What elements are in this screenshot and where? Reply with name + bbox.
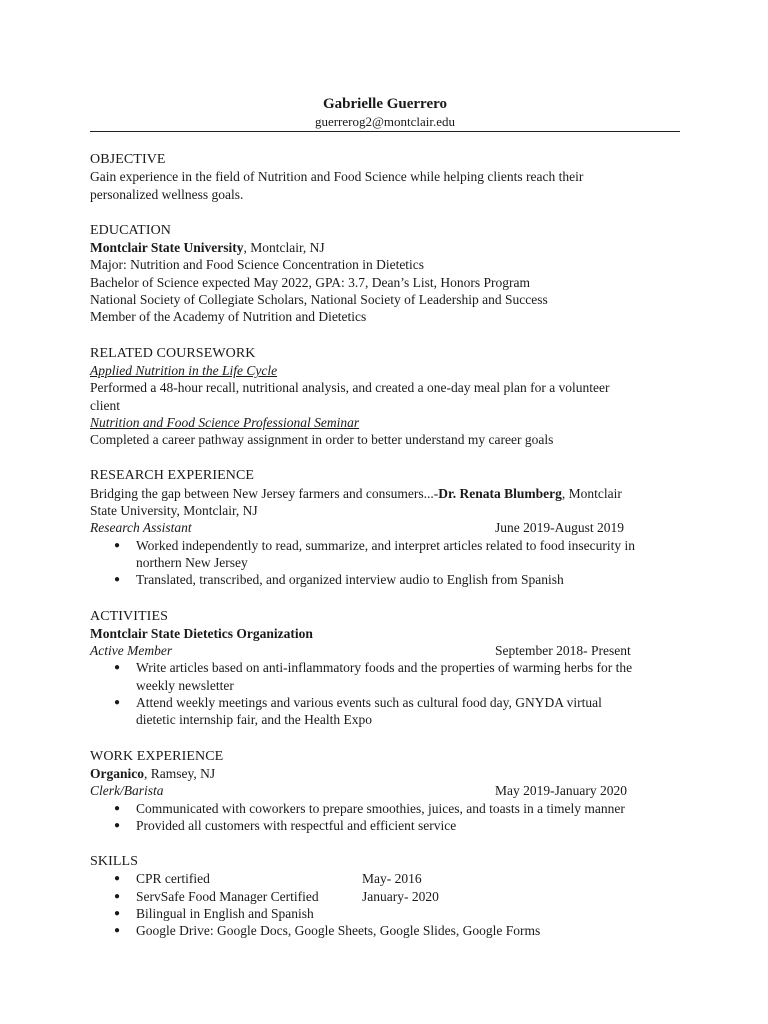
bullet-text: Worked independently to read, summarize, and interpret articles related to food insecurity in — [136, 537, 635, 553]
work-role-row — [90, 782, 680, 799]
skill-item — [90, 888, 680, 905]
bullet-text: Translated, transcribed, and organized interview audio to English from Spanish — [136, 572, 564, 588]
research-institution: State University, Montclair, NJ — [90, 503, 258, 519]
research-project-line — [90, 485, 680, 502]
research-bullets — [90, 537, 680, 589]
school-name: Montclair State University — [90, 240, 244, 256]
header-divider — [90, 131, 680, 132]
skill-item — [90, 870, 680, 887]
skills-heading: SKILLS — [90, 854, 139, 870]
skill-item — [90, 922, 680, 939]
course-description: client — [90, 397, 120, 413]
bullet-text: Provided all customers with respectful and efficient service — [136, 817, 457, 833]
course-title: Applied Nutrition in the Life Cycle — [90, 362, 278, 378]
bullet-item — [90, 694, 680, 729]
bullet-icon: ● — [114, 907, 121, 919]
work-bullets — [90, 800, 680, 835]
school-location: , Montclair, NJ — [243, 240, 325, 256]
objective-line: personalized wellness goals. — [90, 186, 244, 202]
bullet-text: Attend weekly meetings and various events such as cultural food day, GNYDA virtual — [136, 695, 602, 711]
coursework-section — [90, 345, 680, 449]
education-line: Major: Nutrition and Food Science Concentration in Dietetics — [90, 257, 425, 273]
activities-dates: September 2018- Present — [495, 643, 631, 659]
activities-org: Montclair State Dietetics Organization — [90, 625, 313, 641]
skills-list — [90, 870, 680, 939]
skill-date: January- 2020 — [362, 888, 439, 904]
objective-heading: OBJECTIVE — [90, 152, 166, 167]
activities-role: Active Member — [90, 643, 173, 659]
skill-text: CPR certified — [136, 871, 210, 887]
research-role: Research Assistant — [90, 520, 192, 536]
research-project: Bridging the gap between New Jersey farmers and consumers...- — [90, 485, 439, 501]
bullet-item — [90, 817, 680, 834]
skills-section — [90, 853, 680, 939]
bullet-text: dietetic internship fair, and the Health Expo — [136, 712, 373, 728]
bullet-icon: ● — [114, 697, 121, 709]
work-dates: May 2019-January 2020 — [495, 783, 627, 799]
resume-page — [90, 94, 680, 940]
bullet-icon: ● — [114, 819, 121, 831]
activities-heading: ACTIVITIES — [90, 608, 168, 624]
research-dates: June 2019-August 2019 — [495, 520, 624, 536]
objective-section — [90, 151, 680, 203]
skill-date: May- 2016 — [362, 871, 422, 887]
education-line: National Society of Collegiate Scholars, National Society of Leadership and Success — [90, 292, 548, 308]
bullet-text: Communicated with coworkers to prepare smoothies, juices, and toasts in a timely manner — [136, 800, 625, 816]
bullet-item — [90, 537, 680, 572]
bullet-icon: ● — [114, 662, 121, 674]
skill-item — [90, 905, 680, 922]
bullet-icon: ● — [114, 539, 121, 551]
education-line: Member of the Academy of Nutrition and Dietetics — [90, 309, 367, 325]
work-heading: WORK EXPERIENCE — [90, 748, 224, 764]
education-heading: EDUCATION — [90, 222, 172, 238]
bullet-icon: ● — [114, 873, 121, 885]
bullet-item — [90, 800, 680, 817]
bullet-item — [90, 571, 680, 588]
activities-role-row — [90, 642, 680, 659]
skill-text: Bilingual in English and Spanish — [136, 905, 314, 921]
resume-name: Gabrielle Guerrero — [323, 96, 447, 112]
bullet-icon: ● — [114, 802, 121, 814]
course-description: Performed a 48-hour recall, nutritional analysis, and created a one-day meal plan for a volunteer — [90, 380, 610, 396]
education-school-line — [90, 239, 680, 256]
bullet-icon: ● — [114, 890, 121, 902]
bullet-icon: ● — [114, 925, 121, 937]
coursework-heading: RELATED COURSEWORK — [90, 345, 256, 361]
objective-line: Gain experience in the field of Nutrition and Food Science while helping clients reach their — [90, 169, 584, 185]
education-section — [90, 222, 680, 326]
research-role-row — [90, 519, 680, 536]
bullet-icon: ● — [114, 574, 121, 586]
bullet-text: northern New Jersey — [136, 554, 248, 570]
education-line: Bachelor of Science expected May 2022, GPA: 3.7, Dean’s List, Honors Program — [90, 274, 531, 290]
research-advisor-suffix: , Montclair — [561, 485, 622, 501]
skill-text: Google Drive: Google Docs, Google Sheets, Google Slides, Google Forms — [136, 923, 541, 939]
work-employer: Organico — [90, 765, 144, 781]
bullet-text: weekly newsletter — [136, 677, 234, 693]
work-section — [90, 748, 680, 834]
activities-section — [90, 608, 680, 729]
resume-email: guerrerog2@montclair.edu — [314, 114, 456, 129]
skill-text: ServSafe Food Manager Certified — [136, 888, 319, 904]
work-role: Clerk/Barista — [90, 783, 164, 799]
research-heading: RESEARCH EXPERIENCE — [90, 468, 255, 484]
work-location: , Ramsey, NJ — [144, 765, 216, 781]
bullet-item — [90, 659, 680, 694]
activities-bullets — [90, 659, 680, 728]
course-title: Nutrition and Food Science Professional Seminar — [90, 414, 360, 430]
research-advisor: Dr. Renata Blumberg — [438, 485, 562, 501]
research-section — [90, 467, 680, 588]
bullet-text: Write articles based on anti-inflammatory foods and the properties of warming herbs for the — [136, 660, 633, 676]
work-employer-line — [90, 765, 680, 782]
course-description: Completed a career pathway assignment in order to better understand my career goals — [90, 432, 554, 448]
